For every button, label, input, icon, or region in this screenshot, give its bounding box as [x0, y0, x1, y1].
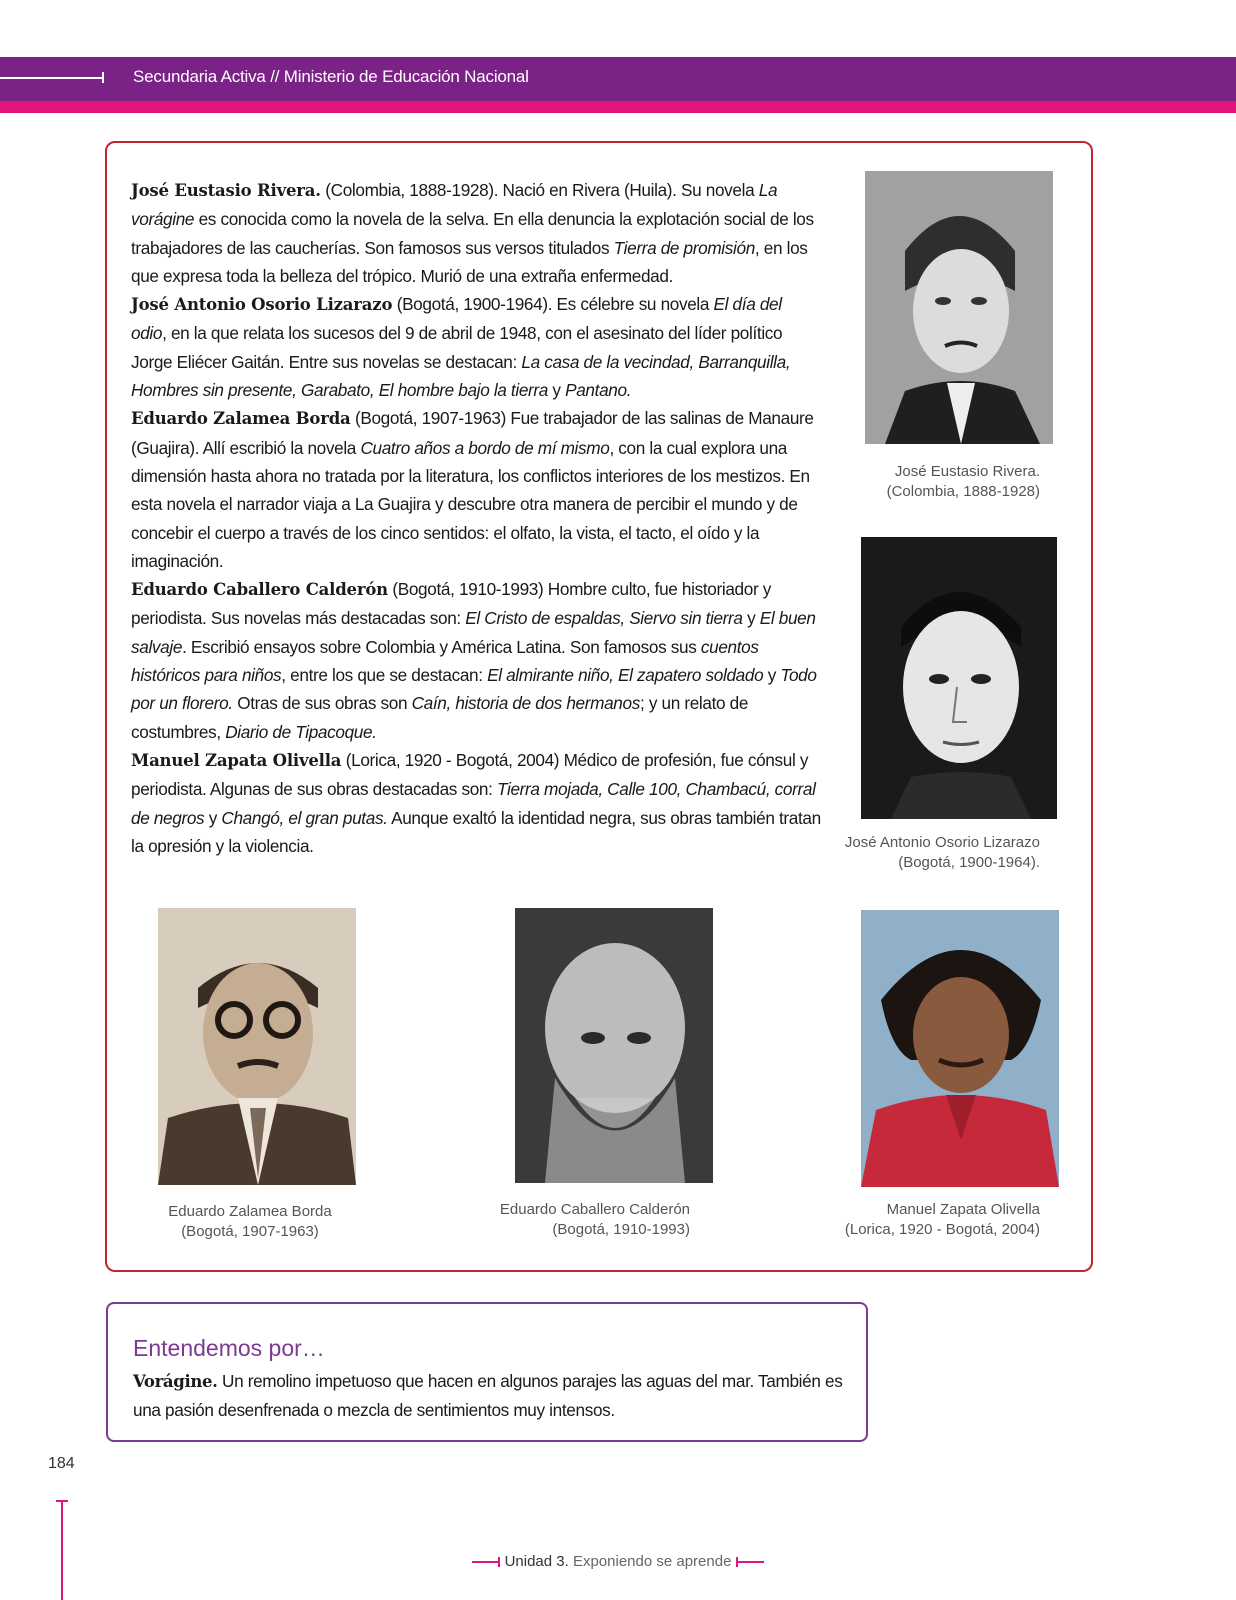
- bio-paragraph: [131, 575, 821, 746]
- footer-rule-left: [472, 1561, 500, 1563]
- page-side-rule: [61, 1500, 63, 1600]
- bio-paragraph: [131, 176, 821, 290]
- photo-jose-eustasio-rivera: [865, 171, 1053, 444]
- bio-text-segment: ; y un relato de costumbres,: [131, 693, 749, 742]
- photo-jose-antonio-osorio-lizarazo: [861, 537, 1057, 819]
- bio-text-segment: . Escribió ensayos sobre Colombia y América Latina. Son famosos sus: [182, 636, 701, 657]
- bio-text-segment: , en la que relata los sucesos del 9 de abril de 1948, con el asesinato del líder político Jorge Eliécer Gaitán. Entre sus novelas se destacan:: [131, 323, 783, 372]
- bio-work-title: El buen salvaje: [131, 608, 816, 657]
- bio-work-title: La casa de la vecindad, Barranquilla, Hombres sin presente, Garabato, El hombre bajo la tierra: [131, 351, 791, 401]
- bio-text-segment: , en los que expresa toda la belleza del trópico. Murió de una extraña enfermedad.: [131, 237, 808, 286]
- footer-rule-right: [736, 1561, 764, 1563]
- bio-text-segment: y: [742, 608, 760, 629]
- photo-manuel-zapata-olivella: [861, 910, 1059, 1187]
- bio-text-segment: Otras de sus obras son: [232, 693, 412, 714]
- page-number: 184: [48, 1455, 75, 1472]
- bio-work-title: Tierra de promisión: [613, 237, 755, 258]
- caption-zapata: Manuel Zapata Olivella (Lorica, 1920 - Bogotá, 2004): [844, 1201, 1040, 1238]
- bio-work-title: Diario de Tipacoque.: [225, 721, 377, 742]
- bio-work-title: Caín, historia de dos hermanos: [411, 693, 640, 714]
- bio-work-title: El almirante niño, El zapatero soldado: [487, 665, 764, 686]
- bio-name: Eduardo Zalamea Borda: [131, 409, 351, 429]
- definition-body: Un remolino impetuoso que hacen en algunos parajes las aguas del mar. También es una pasión desenfrenada o mezcla de sentimientos muy intensos.: [133, 1371, 843, 1420]
- bio-work-title: Pantano.: [565, 380, 632, 401]
- caption-osorio: José Antonio Osorio Lizarazo (Bogotá, 1900-1964).: [844, 834, 1040, 871]
- bio-work-title: El día del odio: [131, 294, 782, 344]
- photo-eduardo-zalamea-borda: [158, 908, 356, 1185]
- bio-paragraph: [131, 404, 821, 575]
- bio-text-segment: y: [548, 380, 566, 401]
- bio-text-segment: (Bogotá, 1910-1993) Hombre culto, fue historiador y periodista. Sus novelas más destacadas son:: [131, 579, 772, 629]
- bio-work-title: Todo por un florero.: [131, 665, 817, 714]
- bio-work-title: Tierra mojada, Calle 100, Chambacú, corral de negros: [131, 779, 816, 828]
- bio-paragraph: [131, 290, 821, 404]
- footer: [0, 1553, 1236, 1570]
- photo-eduardo-caballero-calderon: [515, 908, 713, 1183]
- caption-zalamea: Eduardo Zalamea Borda (Bogotá, 1907-1963): [168, 1203, 332, 1240]
- header-accent-stripe: [0, 101, 1236, 113]
- header-rule: [0, 77, 104, 79]
- bio-work-title: Cuatro años a bordo de mí mismo: [360, 437, 610, 458]
- bio-text-segment: y: [204, 807, 222, 828]
- bio-text-segment: y: [763, 665, 781, 686]
- caption-rivera: José Eustasio Rivera. (Colombia, 1888-1928): [886, 463, 1040, 500]
- caption-caballero: Eduardo Caballero Calderón (Bogotá, 1910-1993): [499, 1201, 690, 1238]
- bio-text-segment: Aunque exaltó la identidad negra, sus obras también tratan la opresión y la violencia.: [131, 807, 821, 856]
- bio-name: José Antonio Osorio Lizarazo: [131, 295, 393, 315]
- bio-name: Manuel Zapata Olivella: [131, 750, 342, 770]
- bio-work-title: Changó, el gran putas.: [221, 807, 388, 828]
- page-side-rule-tick: [56, 1500, 68, 1502]
- bio-text-segment: (Colombia, 1888-1928). Nació en Rivera (Huila). Su novela: [320, 180, 759, 200]
- definition-title: Entendemos por…: [133, 1335, 325, 1361]
- bio-text-segment: es conocida como la novela de la selva. En ella denuncia la explotación social de los trabajadores de las caucherías. Son famosos sus versos titulados: [131, 209, 814, 258]
- header-rule-tick: [102, 72, 104, 83]
- definition-text: [133, 1367, 849, 1425]
- bio-text-segment: , con la cual explora una dimensión hasta ahora no tratada por la literatura, los conflictos interiores de los mestizos. En esta novela el narrador viaja a La Guajira y descubre otra manera de percibir el mundo y de concebir el cuerpo a través de los cinco sentidos: el olfato, la vista, el tacto, el oído y la imaginación.: [131, 437, 810, 571]
- bio-text-segment: (Lorica, 1920 - Bogotá, 2004) Médico de profesión, fue cónsul y periodista. Algunas de sus obras destacadas son:: [131, 749, 809, 800]
- bio-paragraph: [131, 746, 821, 860]
- biographies-text: [131, 176, 821, 860]
- bio-text-segment: (Bogotá, 1907-1963) Fue trabajador de las salinas de Manaure (Guajira). Allí escribió la novela: [131, 408, 814, 458]
- bio-text-segment: , entre los que se destacan:: [281, 665, 488, 686]
- footer-unit: Unidad 3.: [504, 1553, 569, 1570]
- bio-work-title: El Cristo de espaldas, Siervo sin tierra: [465, 608, 743, 629]
- bio-work-title: La vorágine: [131, 180, 778, 230]
- definition-term: Vorágine.: [133, 1372, 218, 1391]
- bio-text-segment: (Bogotá, 1900-1964). Es célebre su novela: [392, 294, 714, 315]
- bio-work-title: cuentos históricos para niños: [131, 636, 759, 686]
- bio-name: Eduardo Caballero Calderón: [131, 580, 388, 600]
- footer-subtitle: Exponiendo se aprende: [568, 1553, 732, 1570]
- bio-name: José Eustasio Rivera.: [131, 181, 321, 200]
- header-title: Secundaria Activa // Ministerio de Educación Nacional: [133, 67, 529, 86]
